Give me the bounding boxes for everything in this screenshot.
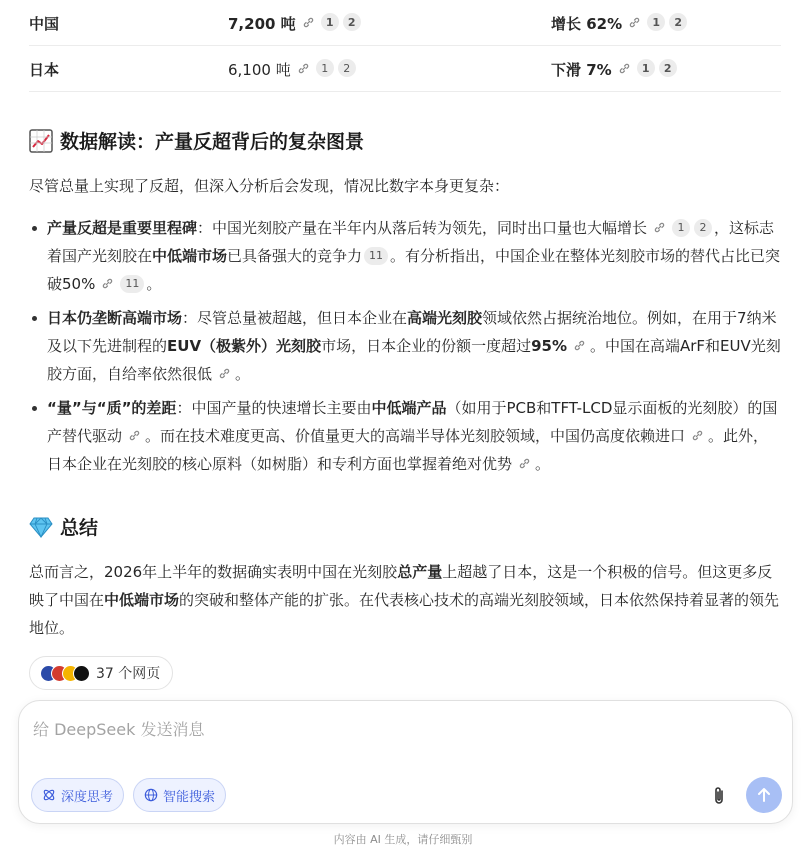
gem-icon: [29, 515, 53, 539]
chart-increasing-icon: [29, 129, 53, 153]
link-icon[interactable]: [297, 62, 310, 75]
list-item: [29, 394, 781, 478]
bullet-emphasis: 高端光刻胶: [407, 309, 483, 327]
section-title: 数据解读：产量反超背后的复杂图景: [60, 131, 365, 153]
citation-badge[interactable]: 2: [669, 13, 687, 31]
message-input[interactable]: [33, 717, 713, 757]
change-value: 下滑 7%: [551, 60, 612, 79]
output-value: 7,200 吨: [228, 14, 296, 33]
citation-badge[interactable]: 2: [343, 13, 361, 31]
deep-think-button[interactable]: [31, 778, 124, 812]
change-cell: [551, 46, 679, 92]
bullet-lead: 产量反超是重要里程碑: [47, 219, 198, 237]
section-title: 总结: [60, 517, 99, 539]
summary-text: 的突破和整体产能的扩张。在代表核心技术的高端光刻胶领域，日本依然保持着显著的领先地位。: [29, 591, 780, 637]
bullet-text: （如用于PCB和TFT-LCD显示面板的光刻胶）的国产替代驱动: [47, 399, 778, 445]
bullet-lead: 日本仍垄断高端市场: [47, 309, 183, 327]
summary-emphasis: 总产量: [397, 563, 443, 581]
globe-icon: [144, 788, 158, 802]
change-value: 增长 62%: [551, 14, 623, 33]
change-cell: [551, 0, 689, 46]
section-heading: [29, 513, 98, 540]
message-composer: [18, 700, 793, 824]
link-icon[interactable]: [628, 16, 641, 29]
citation-badge[interactable]: 11: [364, 247, 388, 265]
bullet-text: 。有分析指出，中国企业在整体光刻胶市场的替代占比已突破50%: [47, 247, 781, 293]
bullet-text: 。中国在高端ArF和EUV光刻胶方面，自给率依然很低: [47, 337, 781, 383]
bullet-text: 。此外，日本企业在光刻胶的核心原料（如树脂）和专利方面也掌握着绝对优势: [47, 427, 769, 473]
summary-text: 上超越了日本，这是一个积极的信号。但这更多反映了中国在: [29, 563, 773, 609]
country-cell: 中国: [29, 14, 60, 33]
list-item: [29, 304, 781, 388]
send-button[interactable]: [746, 777, 782, 813]
disclaimer: 内容由 AI 生成，请仔细甄别: [333, 833, 473, 846]
bullet-text: 。: [535, 455, 551, 473]
citation-badge[interactable]: 1: [672, 219, 690, 237]
intro-paragraph: 尽管总量上实现了反超，但深入分析后会发现，情况比数字本身更复杂：: [29, 177, 510, 195]
bullet-text: ：中国产量的快速增长主要由: [176, 399, 372, 417]
output-value: 6,100 吨: [228, 60, 291, 79]
bullet-text: 。而在技术难度更高、价值量更大的高端半导体光刻胶领域，中国仍高度依赖进口: [145, 427, 686, 445]
deep-think-label: 深度思考: [61, 789, 114, 805]
summary-emphasis: 中低端市场: [104, 591, 180, 609]
paperclip-icon[interactable]: [709, 785, 729, 807]
citation-badge[interactable]: 1: [321, 13, 339, 31]
citation-badge[interactable]: 11: [120, 275, 144, 293]
citation-badge[interactable]: 2: [338, 59, 356, 77]
link-icon[interactable]: [302, 16, 315, 29]
bullet-text: ：中国光刻胶产量在半年内从落后转为领先，同时出口量也大幅增长: [197, 219, 648, 237]
bullet-emphasis: 中低端市场: [152, 247, 228, 265]
comparison-table: [29, 0, 781, 92]
atom-icon: [42, 788, 56, 802]
bullet-text: 。: [146, 275, 162, 293]
sources-label: 37 个网页: [96, 666, 161, 682]
summary-paragraph: [29, 558, 781, 642]
source-favicon: [73, 665, 90, 682]
bullet-emphasis: 95%: [531, 337, 567, 355]
bullet-emphasis: 中低端产品: [371, 399, 447, 417]
bullet-list: [29, 214, 781, 484]
link-icon[interactable]: [128, 429, 141, 442]
citation-badge[interactable]: 1: [316, 59, 334, 77]
bullet-text: ：尽管总量被超越，但日本企业在: [182, 309, 408, 327]
link-icon[interactable]: [691, 429, 704, 442]
citation-badge[interactable]: 2: [694, 219, 712, 237]
section-heading: [29, 127, 364, 154]
citation-badge[interactable]: 1: [637, 59, 655, 77]
citation-badge[interactable]: 1: [647, 13, 665, 31]
link-icon[interactable]: [101, 277, 114, 290]
bullet-text: 已具备强大的竞争力: [227, 247, 363, 265]
output-cell: [228, 46, 358, 92]
link-icon[interactable]: [518, 457, 531, 470]
table-row: [29, 46, 781, 92]
link-icon[interactable]: [218, 367, 231, 380]
link-icon[interactable]: [618, 62, 631, 75]
web-search-label: 智能搜索: [163, 789, 216, 805]
bullet-emphasis: EUV（极紫外）光刻胶: [167, 337, 322, 355]
link-icon[interactable]: [573, 339, 586, 352]
country-cell: 日本: [29, 60, 60, 79]
bullet-lead: “量”与“质”的差距: [47, 399, 177, 417]
bullet-text: 市场，日本企业的份额一度超过: [321, 337, 532, 355]
output-cell: [228, 0, 363, 46]
bullet-text: 领域依然占据统治地位。例如，在用于7纳米及以下先进制程的: [47, 309, 777, 355]
sources-button[interactable]: [29, 656, 173, 690]
citation-badge[interactable]: 2: [659, 59, 677, 77]
bullet-text: 。: [235, 365, 251, 383]
list-item: [29, 214, 781, 298]
arrow-up-icon: [756, 787, 772, 803]
bullet-text: ，这标志着国产光刻胶在: [47, 219, 775, 265]
table-row: [29, 0, 781, 46]
link-icon[interactable]: [653, 221, 666, 234]
web-search-button[interactable]: [133, 778, 226, 812]
summary-text: 总而言之，2026年上半年的数据确实表明中国在光刻胶: [29, 563, 398, 581]
